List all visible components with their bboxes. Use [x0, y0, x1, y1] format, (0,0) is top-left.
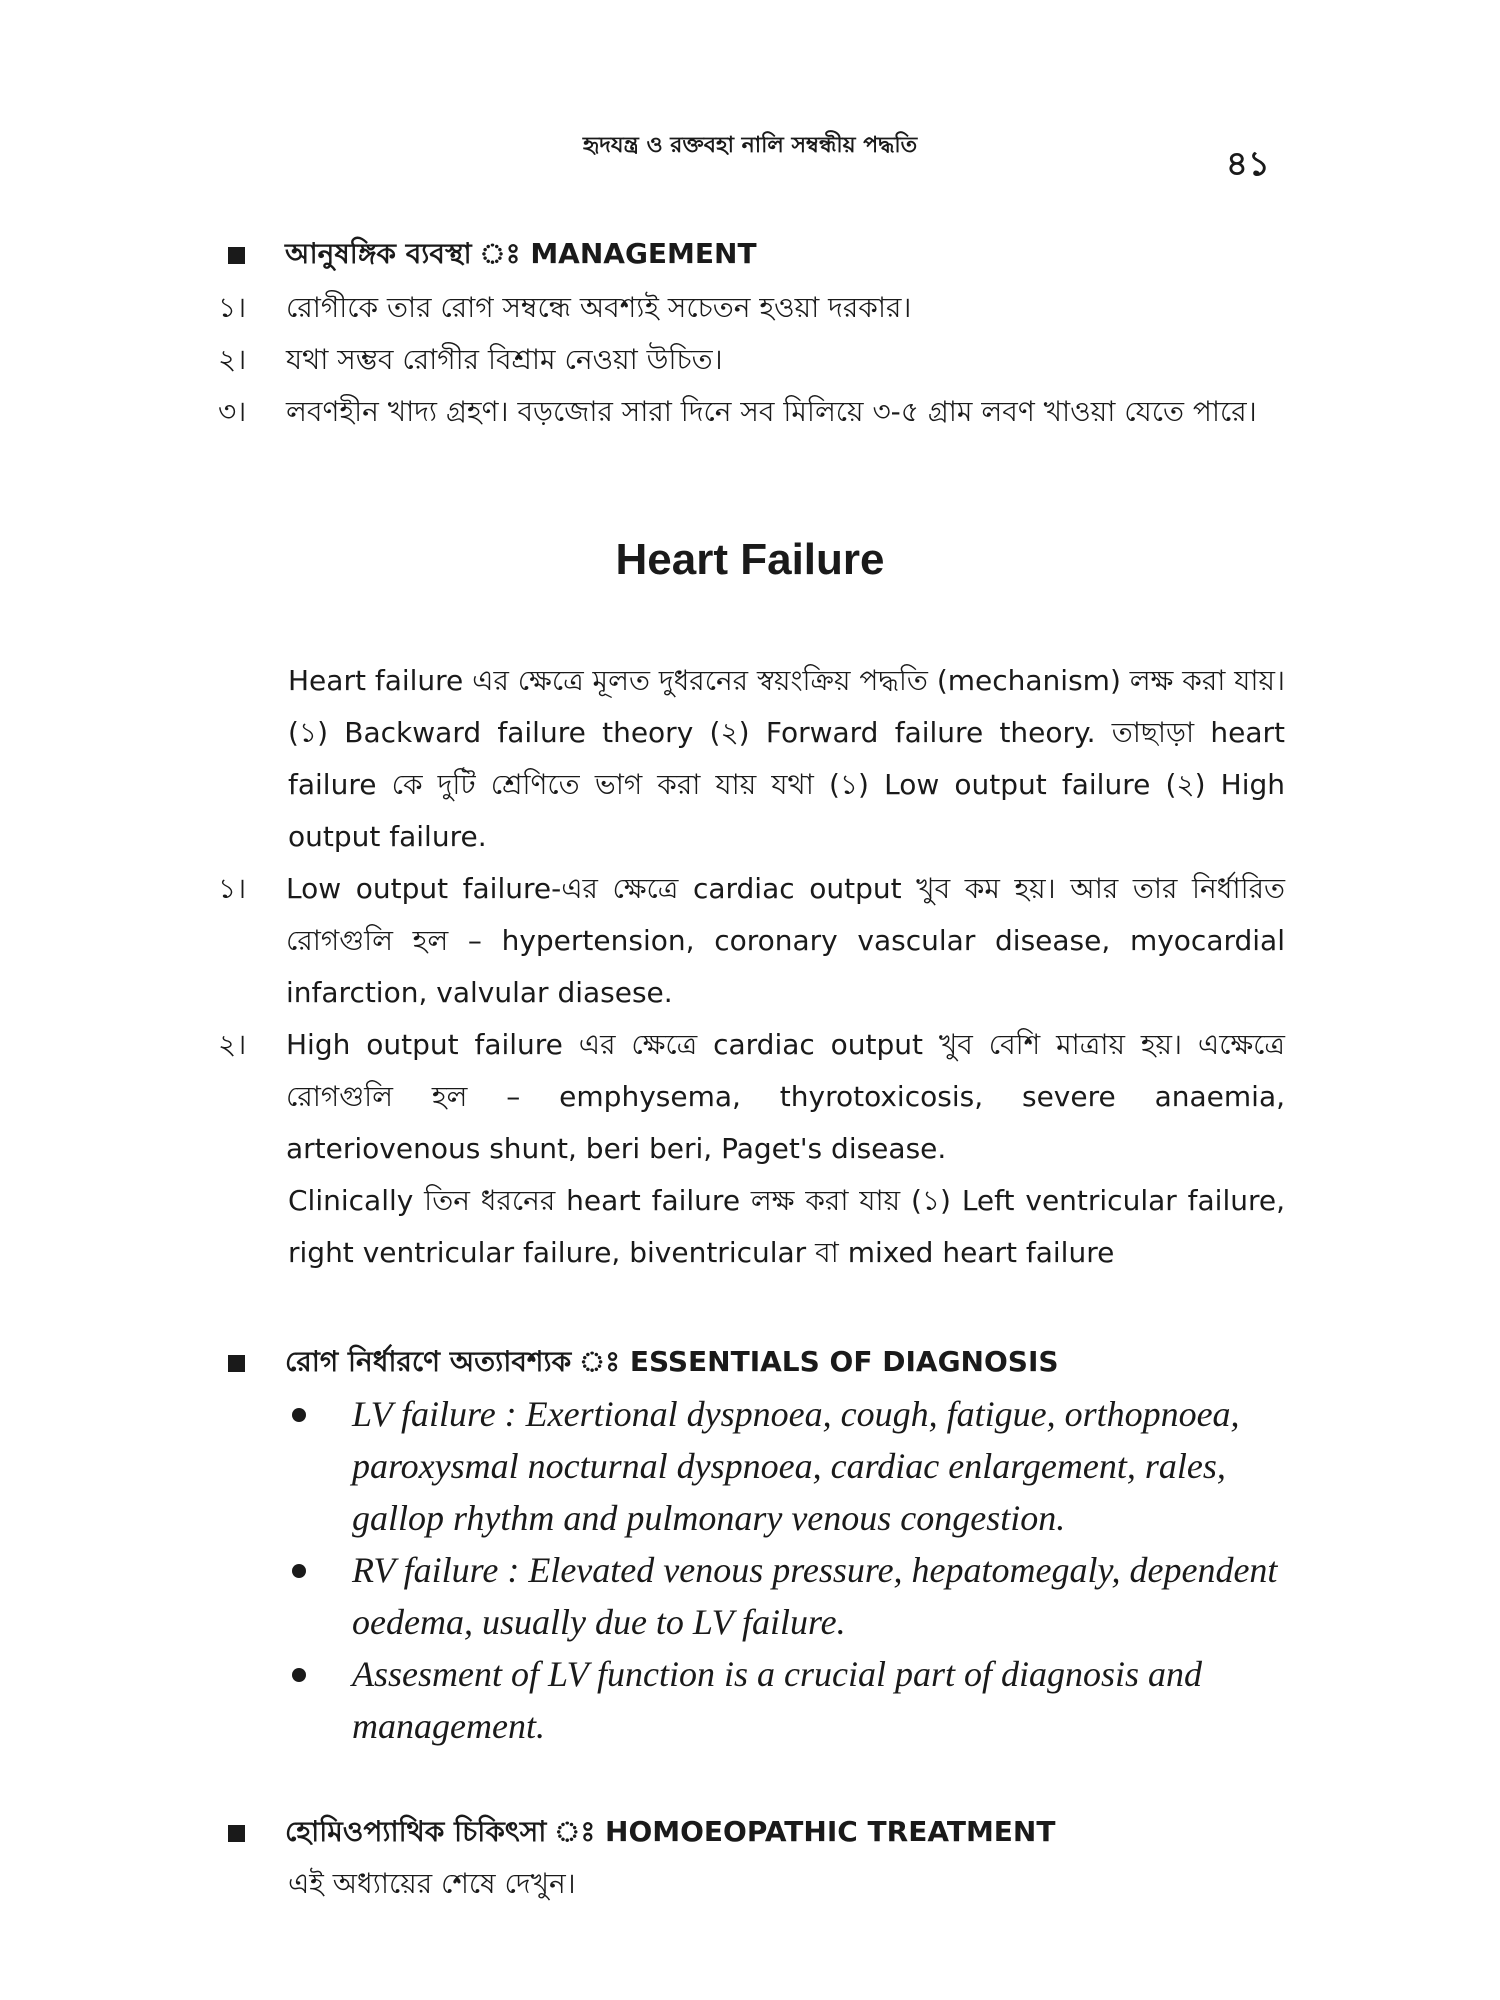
bullet-dot-icon [292, 1408, 306, 1422]
running-header: হৃদযন্ত্র ও রক্তবহা নালি সম্বন্ধীয় পদ্ধতি [582, 133, 918, 158]
item-text: High output failure এর ক্ষেত্রে cardiac output খুব বেশি মাত্রায় হয়। এক্ষেত্রে রোগগুলি হল – emphysema, thyrotoxicosis, severe anaemia, arteriovenous shunt, beri beri, Paget's disease. [286, 1028, 1285, 1165]
bullet-text: RV failure : Elevated venous pressure, hepatomegaly, dependent oedema, usually due to LV failure. [352, 1550, 1278, 1642]
diagnosis-list [288, 1388, 1285, 1752]
management-item [218, 334, 1285, 386]
treatment-heading-text: হোমিওপ্যাথিক চিকিৎসা ঃ HOMOEOPATHIC TREATMENT [285, 1815, 1056, 1848]
diagnosis-heading-text: রোগ নির্ধারণে অত্যাবশ্যক ঃ ESSENTIALS OF DIAGNOSIS [285, 1345, 1059, 1378]
page-number: ৪১ [1225, 144, 1270, 184]
clinical-note: Clinically তিন ধরনের heart failure লক্ষ করা যায় (১) Left ventricular failure, right ventricular failure, biventricular বা mixed heart failure [288, 1184, 1285, 1269]
section-title: Heart Failure [615, 535, 885, 584]
failure-type-item [218, 863, 1285, 1019]
treatment-text: এই অধ্যায়ের শেষে দেখুন। [288, 1867, 576, 1900]
diagnosis-heading [228, 1340, 1059, 1387]
bullet-text: LV failure : Exertional dyspnoea, cough, fatigue, orthopnoea, paroxysmal nocturnal dyspnoea, cardiac enlargement, rales, gallop rhythm and pulmonary venous congestion. [352, 1394, 1240, 1538]
item-text: লবণহীন খাদ্য গ্রহণ। বড়জোর সারা দিনে সব মিলিয়ে ৩-৫ গ্রাম লবণ খাওয়া যেতে পারে। [286, 395, 1257, 428]
item-text: রোগীকে তার রোগ সম্বন্ধে অবশ্যই সচেতন হওয়া দরকার। [286, 291, 912, 324]
management-item [218, 386, 1285, 438]
item-text: Low output failure-এর ক্ষেত্রে cardiac output খুব কম হয়। আর তার নির্ধারিত রোগগুলি হল – hypertension, coronary vascular disease, myocardial infarction, valvular diasese. [286, 872, 1285, 1009]
bullet-text: Assesment of LV function is a crucial part of diagnosis and management. [352, 1654, 1203, 1746]
failure-type-item [218, 1019, 1285, 1175]
diagnosis-bullet [288, 1544, 1285, 1648]
item-text: যথা সম্ভব রোগীর বিশ্রাম নেওয়া উচিত। [286, 343, 723, 376]
diagnosis-bullet [288, 1388, 1285, 1544]
management-heading-text: আনুষঙ্গিক ব্যবস্থা ঃ MANAGEMENT [285, 237, 757, 270]
item-number: ২। [218, 343, 247, 376]
square-bullet-icon [228, 1825, 245, 1842]
bullet-dot-icon [292, 1668, 306, 1682]
diagnosis-bullet [288, 1648, 1285, 1752]
management-heading [228, 232, 757, 279]
intro-paragraph: Heart failure এর ক্ষেত্রে মূলত দুধরনের স্বয়ংক্রিয় পদ্ধতি (mechanism) লক্ষ করা যায়। (১) Backward failure theory (২) Forward failure theory. তাছাড়া heart failure কে দুটি শ্রেণিতে ভাগ করা যায় যথা (১) Low output failure (২) High output failure. [288, 664, 1285, 853]
treatment-heading [228, 1810, 1055, 1857]
square-bullet-icon [228, 247, 245, 264]
item-number: ১। [218, 291, 247, 324]
square-bullet-icon [228, 1355, 245, 1372]
management-item [218, 282, 1285, 334]
item-number: ১। [218, 872, 247, 905]
item-number: ৩। [218, 395, 247, 428]
item-number: ২। [218, 1028, 247, 1061]
bullet-dot-icon [292, 1564, 306, 1578]
